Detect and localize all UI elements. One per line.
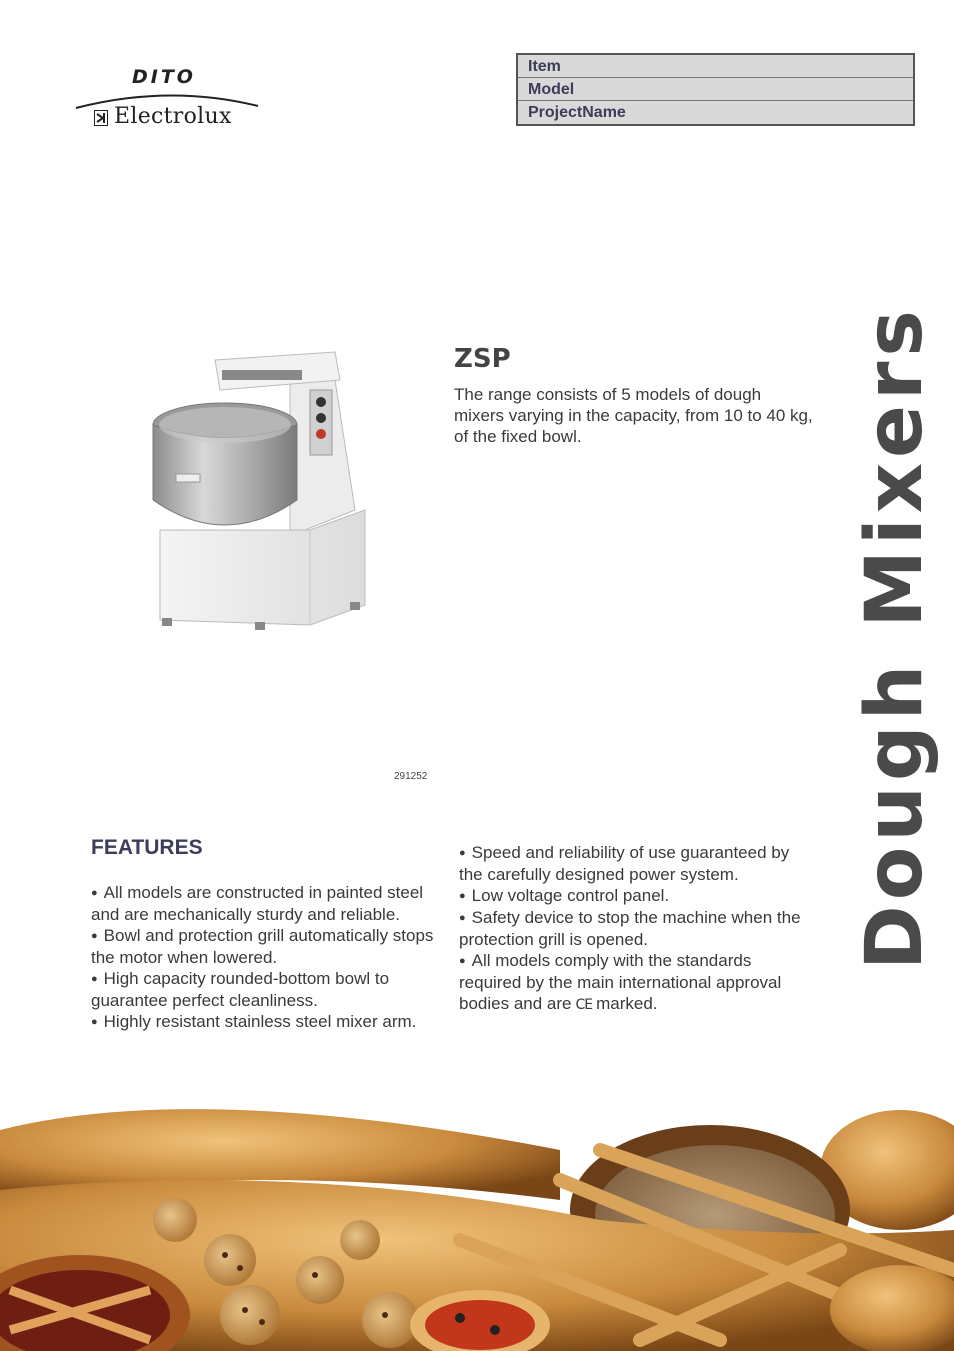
side-title: Dough Mixers <box>850 305 940 970</box>
ce-mark-icon: CE <box>575 997 593 1013</box>
electrolux-icon <box>94 110 108 126</box>
feature-item: ● All models comply with the standards required by the main international approval bodies and are CE marked. <box>459 951 782 1013</box>
info-table <box>516 53 915 126</box>
product-title: ZSP <box>454 344 511 374</box>
features-list-left <box>91 882 436 1033</box>
bullet-icon: ● <box>91 930 98 942</box>
feature-item: ● Safety device to stop the machine when the protection grill is opened. <box>459 908 801 949</box>
photo-code: 291252 <box>394 771 428 782</box>
features-list-right <box>459 842 804 1016</box>
info-row-model[interactable]: Model <box>518 78 913 101</box>
bullet-icon: ● <box>459 955 466 967</box>
feature-item: ● Highly resistant stainless steel mixer arm. <box>91 1012 417 1031</box>
feature-item: ● All models are constructed in painted steel and are mechanically sturdy and reliable. <box>91 883 424 924</box>
feature-item: ● Low voltage control panel. <box>459 886 670 905</box>
bullet-icon: ● <box>459 912 466 924</box>
bullet-icon: ● <box>91 1016 98 1028</box>
info-row-item[interactable]: Item <box>518 55 913 78</box>
brand-name: Electrolux <box>114 104 232 129</box>
bullet-icon: ● <box>91 887 98 899</box>
bullet-icon: ● <box>459 847 466 859</box>
bullet-icon: ● <box>459 890 466 902</box>
dough-mixer-image <box>140 340 380 640</box>
bread-photo <box>0 1090 954 1351</box>
sub-brand-logo: DITO <box>132 66 196 88</box>
brand-logo <box>74 64 264 134</box>
product-description: The range consists of 5 models of dough mixers varying in the capacity, from 10 to 40 kg, of the fixed bowl. <box>454 385 813 446</box>
info-row-project-name[interactable]: ProjectName <box>528 104 626 121</box>
bullet-icon: ● <box>91 973 98 985</box>
feature-item: ● High capacity rounded-bottom bowl to guarantee perfect cleanliness. <box>91 969 390 1010</box>
feature-item: ● Speed and reliability of use guaranteed by the carefully designed power system. <box>459 843 790 884</box>
feature-item: ● Bowl and protection grill automatically stops the motor when lowered. <box>91 926 434 967</box>
features-heading: FEATURES <box>91 836 203 859</box>
